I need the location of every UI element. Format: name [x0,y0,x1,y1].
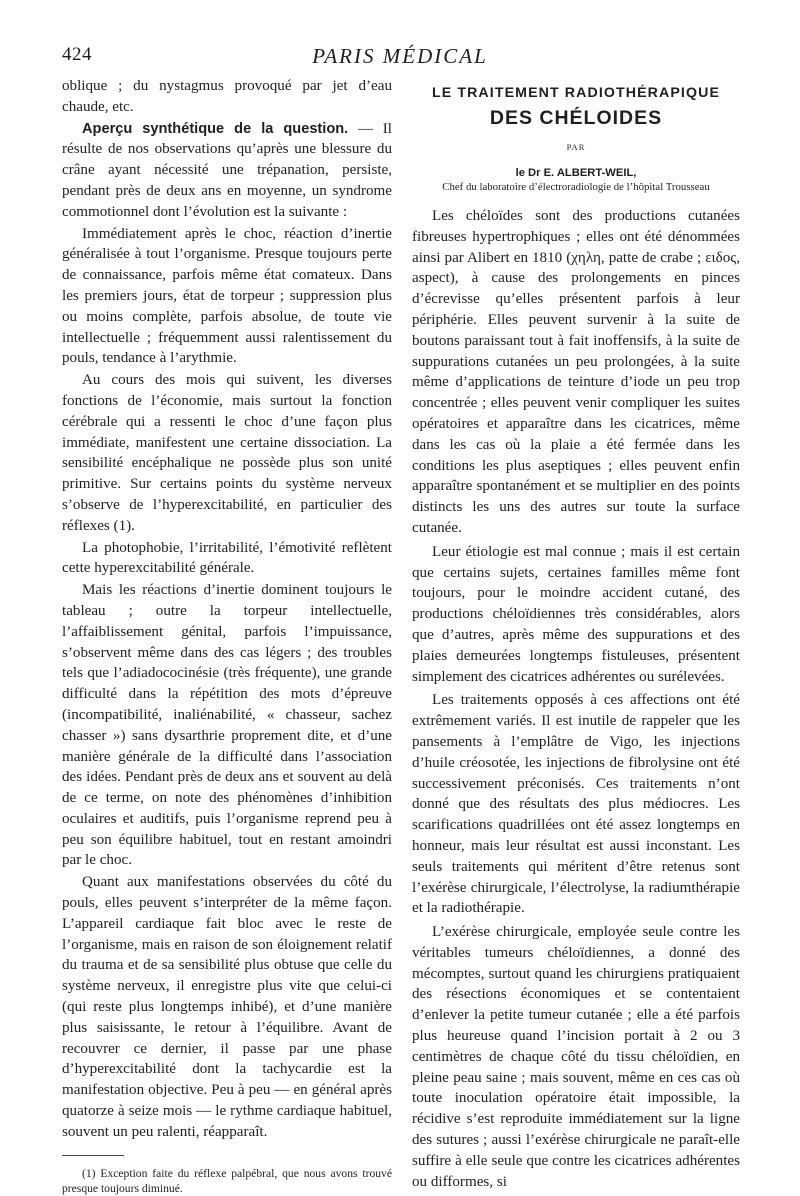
section-heading: Aperçu synthétique de la question. [82,120,349,137]
continued-paragraph: oblique ; du nystagmus provoqué par jet d’eau chaude, etc. [62,78,392,115]
body-paragraph: Les chéloïdes sont des productions cutanées fibreuses hypertrophiques ; elles ont été dénommées ainsi par Alibert en 1810 (χηλη, patte de crabe ; ειδος, aspect), à cause des prolongements en pinces d’écrevisse qu’elles présentent parfois à leur périphérie. Elles peuvent survenir à la suite de boutons paraissant tout à fait inoffensifs, à la suite de suppurations cutanées un peu prolongées, à la suite même d’applications de teinture d’iode un peu trop concentrée ; elles peuvent venir compliquer les suites opératoires et apparaître dans les cicatrices, même dans les cas où la plaie a été fermée dans les conditions les plus aseptiques ; elles peuvent enfin apparaître spontanément et se multiplier en des points distincts les uns des autres sur toute la surface cutanée. [412,208,740,536]
body-paragraph: Leur étiologie est mal connue ; mais il est certain que certains sujets, certaines familles même font toujours, pour le moindre accident cutané, des productions chéloïdiennes très considérables, alors que d’autres, après même des suppurations et des plaies demeurées longtemps fistuleuses, présentent simplement des cicatrices adhérentes ou surélevées. [412,543,740,685]
footnote-divider [62,1155,124,1156]
left-column [62,76,392,1196]
page-number: 424 [62,44,92,65]
right-column [412,76,740,1192]
byline-affiliation: Chef du laboratoire d’électroradiologie de l’hôpital Trousseau [442,181,710,193]
body-paragraph: L’exérèse chirurgicale, employée seule contre les véritables tumeurs chéloïdiennes, a donné des mécomptes, surtout quand les chirurgiens pratiquaient des résections économiques et se contentaient d’enlever la petite tumeur cutanée ; elle a été parfois plus heureuse quand l’incision portait à 2 ou 3 centimètres de chaque côté du tissu chéloïdien, en pleine peau saine ; mais souvent, même en ces cas où toute inoculation opératoire était impossible, la récidive s’est reproduite immédiatement sur la ligne des sutures ; aussi l’exérèse chirurgicale ne paraît-elle suffire à elle seule que contre les cicatrices adhérentes ou difformes, si [412,924,740,1190]
section-paragraph [62,119,392,223]
body-paragraph: Les traitements opposés à ces affections ont été extrêmement variés. Il est inutile de rappeler que les pansements à l’emplâtre de Vigo, les injections d’huile créosotée, les injections de fibrolysine ont été successivement préconisés. Ces traitements n’ont donné que des résultats des plus médiocres. Les scarifications quadrillées ont été assez longtemps en honneur, mais leur résultat est aussi inconstant. Les seuls traitements qui méritent d’être retenus sont l’exérèse chirurgicale, l’électrolyse, la radiumthérapie et la radiothérapie. [412,692,740,917]
body-paragraph: Quant aux manifestations observées du côté du pouls, elles peuvent s’interpréter de la même façon. L’appareil cardiaque fait bloc avec le reste de l’organisme, mais en raison de son éloignement relatif du trauma et de sa sensibilité plus obtuse que celle du système nerveux, il enregistre plus vite que celui-ci (qui reste plus longtemps inhibé), et d’une manière plus saisissante, le retour à l’équilibre. Avant de recouvrer ce dernier, il passe par une phase d’hyperexcitabilité dont la tachycardie est la manifestation objective. Peu à peu — en général après quatorze à seize mois — le rythme cardiaque habituel, souvent un peu ralenti, réapparaît. [62,874,392,1140]
body-paragraph: Au cours des mois qui suivent, les diverses fonctions de l’économie, mais surtout la fonction cérébrale qui a ressenti le choc d’une façon plus immédiate, manifestent une certaine dissociation. La sensibilité encéphalique ne possède plus son unité primitive. Sur certains points du système nerveux s’observe de l’hyperexcitabilité, en particulier des réflexes (1). [62,372,392,534]
running-title: PARIS MÉDICAL [312,44,488,68]
footnote: (1) Exception faite du réflexe palpébral, que nous avons trouvé presque toujours diminué. [62,1166,392,1195]
byline-par: PAR [566,142,586,152]
article-kicker: LE TRAITEMENT RADIOTHÉRAPIQUE [431,85,721,101]
byline-author: le Dr E. ALBERT-WEIL, [515,167,637,179]
body-paragraph: La photophobie, l’irritabilité, l’émotivité reflètent cette hyperexcitabilité générale. [62,539,392,577]
body-paragraph: Mais les réactions d’inertie dominent toujours le tableau ; outre la torpeur intellectuelle, l’affaiblissement génital, parfois l’impuissance, s’observent même dans des cas légers ; des troubles tels que l’adiadococinésie (très fréquente), une grande difficulté dans la répétition des mots d’épreuve (incompatibilité, inaliénabilité, « chasseur, sachez chasser ») sans dysarthrie proprement dite, et d’une manière générale de la difficulté dans l’association des idées. Pendant près de deux ans et souvent au delà de ce terme, on note des phénomènes d’inhibition oculaires et auditifs, puis l’organisme reprend peu à peu son équilibre habituel, tout en restant amoindri par le choc. [62,582,392,869]
article-title: DES CHÉLOIDES [489,107,663,129]
section-text: — Il résulte de nos observations qu’après une blessure du crâne ayant nécessité une trépanation, persiste, pendant près de deux ans en moyenne, un syndrome commotionnel dont l’évolution est la suivante : [62,120,392,220]
body-paragraph: Immédiatement après le choc, réaction d’inertie généralisée à tout l’organisme. Presque toujours perte de connaissance, parfois même état comateux. Dans les premiers jours, état de torpeur ; suppression plus ou moins complète, parfois absolue, de toute vie intellectuelle ; fréquemment aussi ralentissement du pouls, tendance à l’arythmie. [62,225,392,367]
